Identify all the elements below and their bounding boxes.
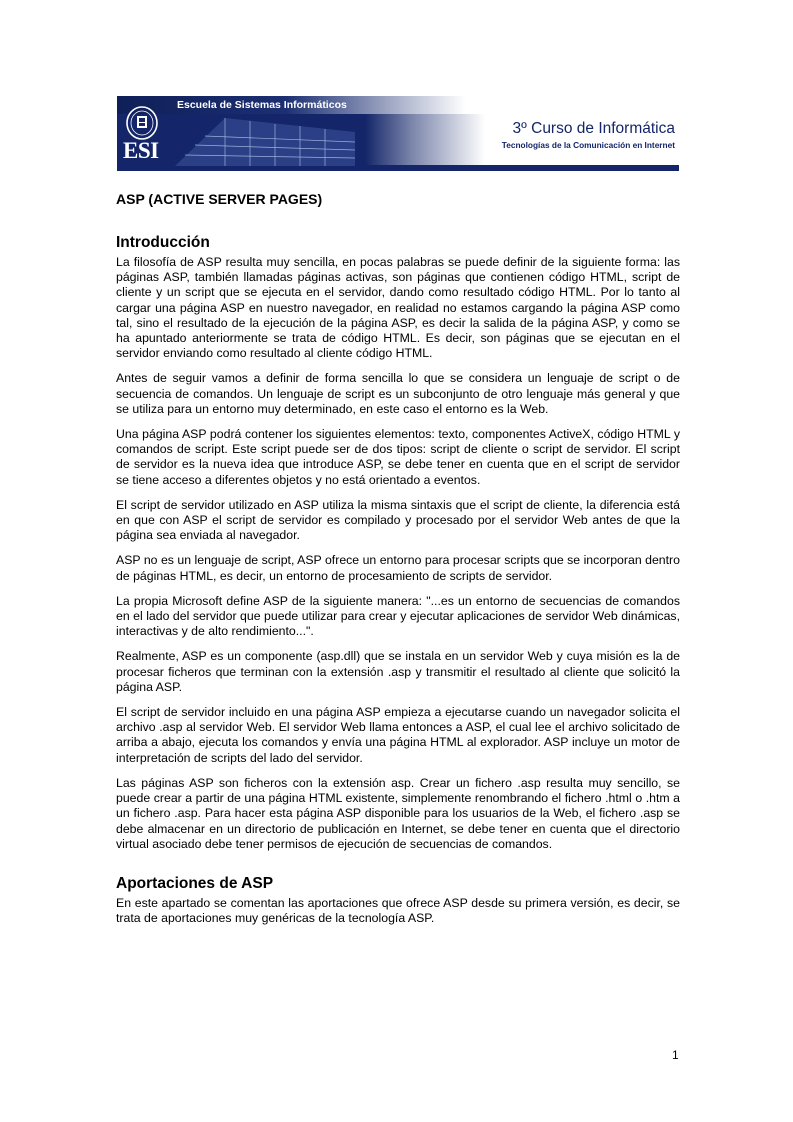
subject-title: Tecnologías de la Comunicación en Internet	[501, 140, 675, 150]
paragraph: La propia Microsoft define ASP de la siguiente manera: "...es un entorno de secuencias de comandos en el lado del servidor que puede utilizar para crear y ejecutar aplicaciones de servidor Web dinámicas, interactivas y de alto rendimiento...".	[116, 593, 680, 639]
paragraph: El script de servidor utilizado en ASP utiliza la misma sintaxis que el script de cliente, la diferencia está en que con ASP el script de servidor es compilado y procesado por el servidor Web antes de que la página sea enviada al navegador.	[116, 497, 680, 543]
school-logo-text: ESI	[123, 138, 159, 163]
building-graphic-icon	[165, 112, 360, 166]
university-seal-icon	[125, 106, 159, 140]
section-heading-aportaciones: Aportaciones de ASP	[116, 874, 274, 892]
paragraph: Realmente, ASP es un componente (asp.dll) que se instala en un servidor Web y cuya misión es la de procesar ficheros que terminan con la extensión .asp y transmitir el resultado al cliente que solicitó la página ASP.	[116, 649, 680, 694]
header-banner	[117, 96, 679, 171]
paragraph: ASP no es un lenguaje de script, ASP ofrece un entorno para procesar scripts que se incorporan dentro de páginas HTML, es decir, un entorno de procesamiento de scripts de servidor.	[116, 553, 680, 583]
school-name: Escuela de Sistemas Informáticos	[177, 99, 347, 111]
paragraph: La filosofía de ASP resulta muy sencilla, en pocas palabras se puede definir de la siguiente forma: las páginas ASP, también llamadas páginas activas, son páginas que contienen código HTML, script de cliente y un script que se ejecuta en el servidor, dando como resultado código HTML. Por lo tanto al cargar una página ASP en nuestro navegador, en realidad no estamos cargando la página ASP como tal, sino el resultado de la ejecución de la página ASP, es decir la salida de la página ASP, y como se ha apuntado anteriormente se trata de código HTML. Es decir, son páginas que se ejecutan en el servidor enviando como resultado al cliente código HTML.	[116, 255, 680, 361]
section-heading-introduccion: Introducción	[116, 234, 210, 251]
document-title: ASP (ACTIVE SERVER PAGES)	[116, 191, 323, 207]
page-number: 1	[672, 1048, 679, 1062]
paragraph: El script de servidor incluido en una página ASP empieza a ejecutarse cuando un navegador solicita el archivo .asp al servidor Web. El servidor Web llama entonces a ASP, el cual lee el archivo solicitado de arriba a abajo, ejecuta los comandos y envía una página HTML al explorador. ASP incluye un motor de interpretación de scripts del lado del servidor.	[116, 705, 680, 765]
course-title: 3º Curso de Informática	[512, 120, 675, 137]
paragraph: Las páginas ASP son ficheros con la extensión asp. Crear un fichero .asp resulta muy sencillo, se puede crear a partir de una página HTML existente, simplemente renombrando el fichero .html o .htm a un fichero .asp. Para hacer esta página ASP disponible para los usuarios de la Web, el fichero .asp se debe almacenar en un directorio de publicación en Internet, se debe tener en cuenta que el directorio virtual asociado debe tener permisos de ejecución de secuencias de comandos.	[116, 775, 680, 851]
paragraph: Una página ASP podrá contener los siguientes elementos: texto, componentes ActiveX, código HTML y comandos de script. Este script puede ser de dos tipos: script de cliente o script de servidor. El script de servidor es la nueva idea que introduce ASP, se debe tener en cuenta que en el script de servidor se tiene acceso a diferentes objetos y no está orientado a eventos.	[116, 427, 680, 487]
paragraph: Antes de seguir vamos a definir de forma sencilla lo que se considera un lenguaje de script o de secuencia de comandos. Un lenguaje de script es un subconjunto de otro lenguaje más general y que se utiliza para un entorno muy determinado, en este caso el entorno es la Web.	[116, 371, 680, 416]
document-body	[116, 189, 680, 936]
paragraph: En este apartado se comentan las aportaciones que ofrece ASP desde su primera versión, es decir, se trata de aportaciones muy genéricas de la tecnología ASP.	[116, 895, 680, 926]
